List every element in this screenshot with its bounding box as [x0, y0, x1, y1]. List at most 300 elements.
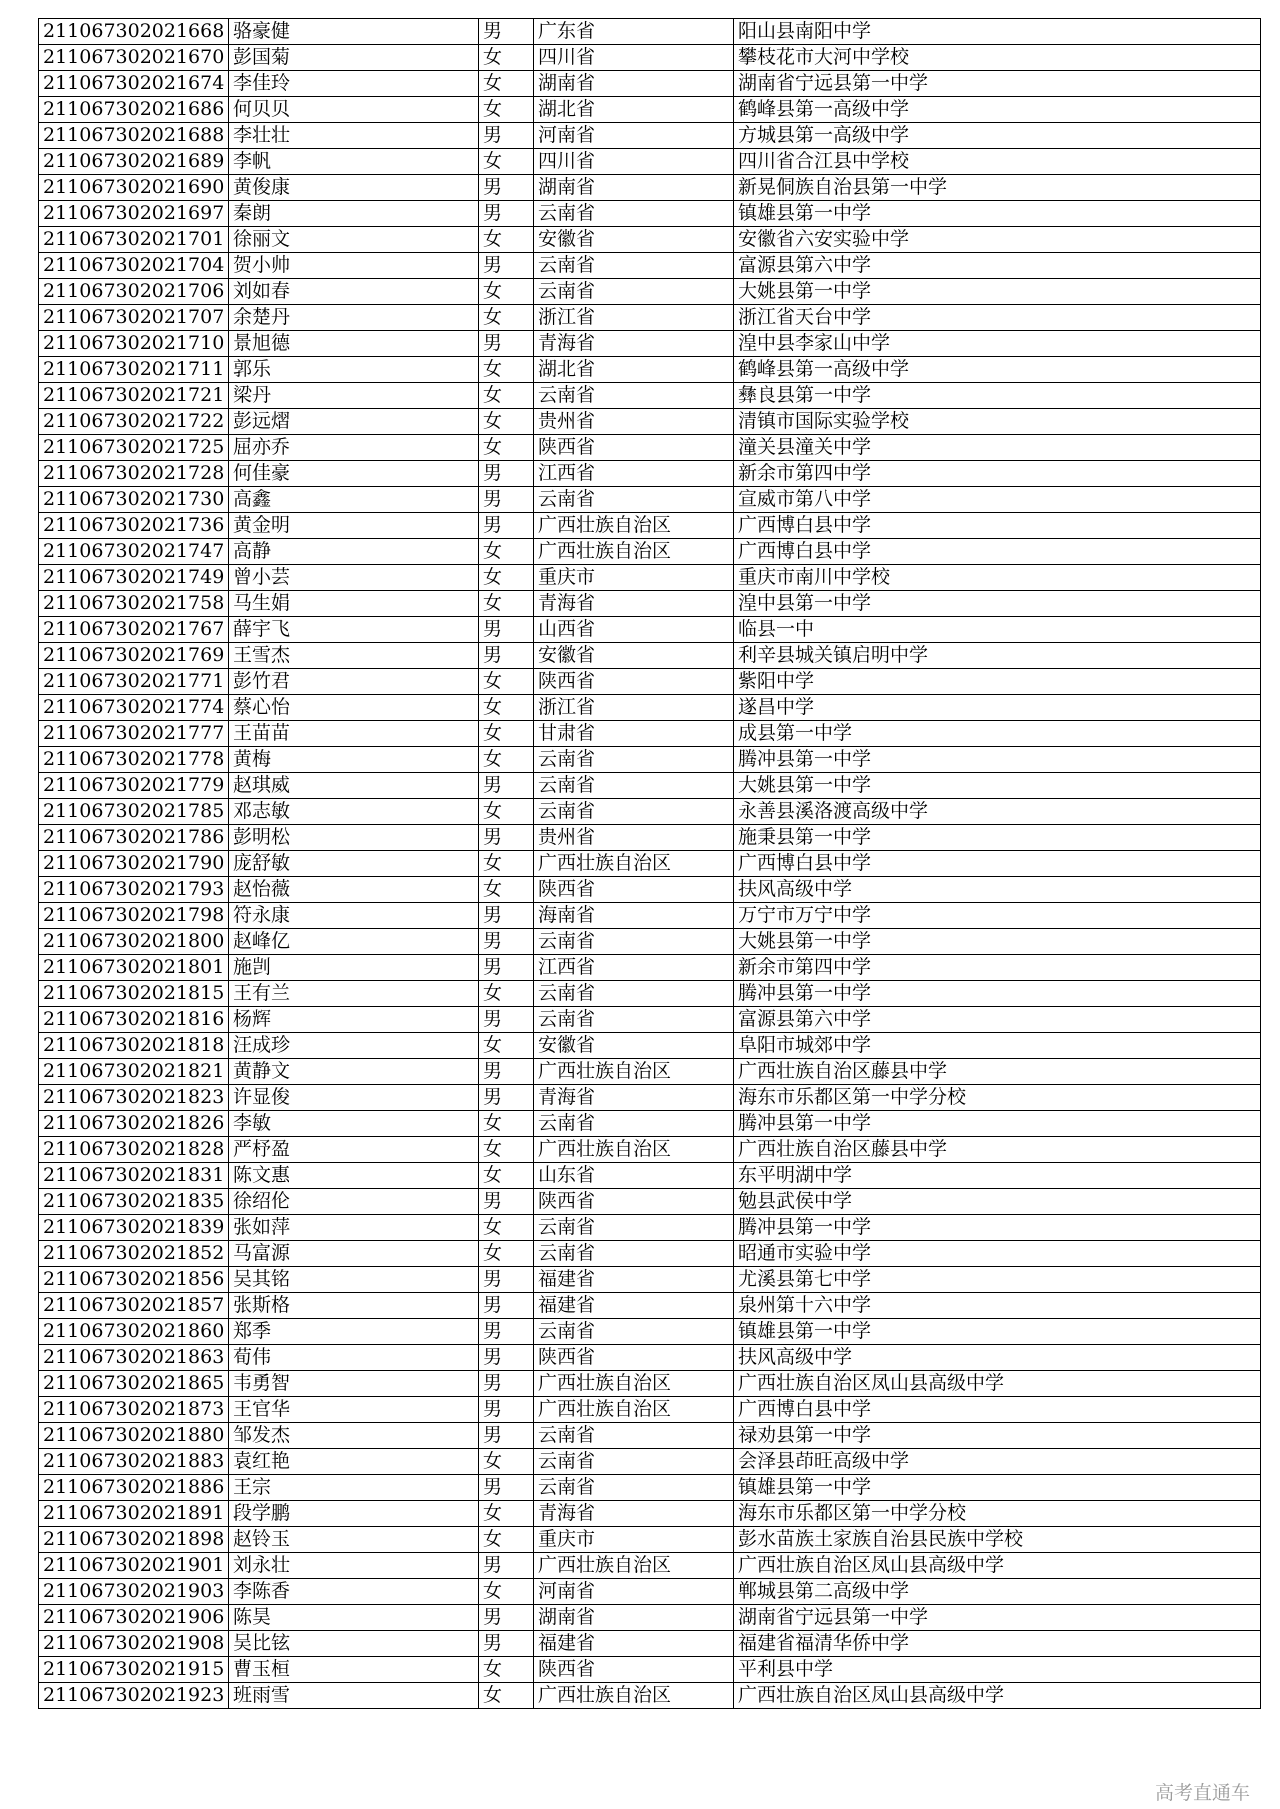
gender-cell: 女 [479, 1527, 534, 1553]
table-row [39, 877, 1261, 903]
student-name-cell: 徐丽文 [229, 227, 479, 253]
school-cell: 安徽省六安实验中学 [734, 227, 1261, 253]
student-name-cell: 徐绍伦 [229, 1189, 479, 1215]
student-name-cell: 赵怡薇 [229, 877, 479, 903]
table-row [39, 1085, 1261, 1111]
gender-cell: 男 [479, 19, 534, 45]
gender-cell: 男 [479, 1423, 534, 1449]
student-id-cell: 211067302021721 [39, 383, 229, 409]
school-cell: 广西博白县中学 [734, 851, 1261, 877]
student-name-cell: 王有兰 [229, 981, 479, 1007]
student-id-cell: 211067302021915 [39, 1657, 229, 1683]
student-id-cell: 211067302021668 [39, 19, 229, 45]
gender-cell: 女 [479, 71, 534, 97]
table-row [39, 123, 1261, 149]
gender-cell: 女 [479, 305, 534, 331]
school-cell: 广西壮族自治区藤县中学 [734, 1137, 1261, 1163]
school-cell: 紫阳中学 [734, 669, 1261, 695]
table-row [39, 357, 1261, 383]
table-row [39, 1319, 1261, 1345]
school-cell: 遂昌中学 [734, 695, 1261, 721]
gender-cell: 男 [479, 617, 534, 643]
student-id-cell: 211067302021835 [39, 1189, 229, 1215]
gender-cell: 男 [479, 825, 534, 851]
gender-cell: 女 [479, 1111, 534, 1137]
gender-cell: 男 [479, 1007, 534, 1033]
table-row [39, 175, 1261, 201]
province-cell: 重庆市 [534, 1527, 734, 1553]
student-id-cell: 211067302021818 [39, 1033, 229, 1059]
school-cell: 浙江省天台中学 [734, 305, 1261, 331]
province-cell: 福建省 [534, 1267, 734, 1293]
school-cell: 阜阳市城郊中学 [734, 1033, 1261, 1059]
student-name-cell: 贺小帅 [229, 253, 479, 279]
gender-cell: 女 [479, 97, 534, 123]
table-row [39, 1059, 1261, 1085]
gender-cell: 女 [479, 1657, 534, 1683]
student-id-cell: 211067302021711 [39, 357, 229, 383]
table-row [39, 1007, 1261, 1033]
table-row [39, 253, 1261, 279]
table-row [39, 981, 1261, 1007]
student-id-cell: 211067302021790 [39, 851, 229, 877]
gender-cell: 女 [479, 1579, 534, 1605]
student-id-cell: 211067302021898 [39, 1527, 229, 1553]
school-cell: 大姚县第一中学 [734, 773, 1261, 799]
student-name-cell: 彭竹君 [229, 669, 479, 695]
table-row [39, 617, 1261, 643]
student-name-cell: 赵峰亿 [229, 929, 479, 955]
table-row [39, 97, 1261, 123]
student-name-cell: 郭乐 [229, 357, 479, 383]
student-name-cell: 曾小芸 [229, 565, 479, 591]
school-cell: 镇雄县第一中学 [734, 201, 1261, 227]
gender-cell: 男 [479, 929, 534, 955]
student-id-cell: 211067302021923 [39, 1683, 229, 1709]
school-cell: 腾冲县第一中学 [734, 1111, 1261, 1137]
school-cell: 平利县中学 [734, 1657, 1261, 1683]
province-cell: 陕西省 [534, 1189, 734, 1215]
table-row [39, 799, 1261, 825]
school-cell: 鹤峰县第一高级中学 [734, 357, 1261, 383]
school-cell: 海东市乐都区第一中学分校 [734, 1085, 1261, 1111]
student-id-cell: 211067302021736 [39, 513, 229, 539]
school-cell: 广西壮族自治区藤县中学 [734, 1059, 1261, 1085]
school-cell: 镇雄县第一中学 [734, 1319, 1261, 1345]
province-cell: 陕西省 [534, 435, 734, 461]
gender-cell: 男 [479, 1319, 534, 1345]
school-cell: 东平明湖中学 [734, 1163, 1261, 1189]
student-name-cell: 王苗苗 [229, 721, 479, 747]
school-cell: 腾冲县第一中学 [734, 1215, 1261, 1241]
table-row [39, 1657, 1261, 1683]
gender-cell: 女 [479, 435, 534, 461]
student-name-cell: 袁红艳 [229, 1449, 479, 1475]
province-cell: 云南省 [534, 1319, 734, 1345]
school-cell: 禄劝县第一中学 [734, 1423, 1261, 1449]
student-name-cell: 吴比铉 [229, 1631, 479, 1657]
table-row [39, 1475, 1261, 1501]
province-cell: 广西壮族自治区 [534, 1059, 734, 1085]
table-row [39, 461, 1261, 487]
table-row [39, 513, 1261, 539]
school-cell: 利辛县城关镇启明中学 [734, 643, 1261, 669]
gender-cell: 女 [479, 279, 534, 305]
student-name-cell: 郑季 [229, 1319, 479, 1345]
student-id-cell: 211067302021826 [39, 1111, 229, 1137]
student-id-cell: 211067302021707 [39, 305, 229, 331]
student-id-cell: 211067302021769 [39, 643, 229, 669]
school-cell: 海东市乐都区第一中学分校 [734, 1501, 1261, 1527]
gender-cell: 男 [479, 487, 534, 513]
province-cell: 四川省 [534, 149, 734, 175]
gender-cell: 女 [479, 877, 534, 903]
student-id-cell: 211067302021674 [39, 71, 229, 97]
student-id-cell: 211067302021903 [39, 1579, 229, 1605]
student-name-cell: 李帆 [229, 149, 479, 175]
student-id-cell: 211067302021688 [39, 123, 229, 149]
school-cell: 扶风高级中学 [734, 877, 1261, 903]
table-row [39, 903, 1261, 929]
student-name-cell: 严杼盈 [229, 1137, 479, 1163]
gender-cell: 男 [479, 461, 534, 487]
school-cell: 湟中县第一中学 [734, 591, 1261, 617]
province-cell: 广东省 [534, 19, 734, 45]
province-cell: 安徽省 [534, 227, 734, 253]
student-id-cell: 211067302021860 [39, 1319, 229, 1345]
student-id-cell: 211067302021883 [39, 1449, 229, 1475]
province-cell: 青海省 [534, 1501, 734, 1527]
table-row [39, 695, 1261, 721]
table-row [39, 149, 1261, 175]
province-cell: 河南省 [534, 123, 734, 149]
gender-cell: 女 [479, 1241, 534, 1267]
school-cell: 大姚县第一中学 [734, 929, 1261, 955]
student-name-cell: 何贝贝 [229, 97, 479, 123]
province-cell: 广西壮族自治区 [534, 851, 734, 877]
school-cell: 扶风高级中学 [734, 1345, 1261, 1371]
province-cell: 广西壮族自治区 [534, 1683, 734, 1709]
gender-cell: 女 [479, 565, 534, 591]
school-cell: 广西博白县中学 [734, 1397, 1261, 1423]
table-row [39, 1111, 1261, 1137]
table-row [39, 1293, 1261, 1319]
province-cell: 江西省 [534, 461, 734, 487]
gender-cell: 男 [479, 1371, 534, 1397]
province-cell: 陕西省 [534, 669, 734, 695]
student-id-cell: 211067302021701 [39, 227, 229, 253]
student-name-cell: 李壮壮 [229, 123, 479, 149]
province-cell: 云南省 [534, 799, 734, 825]
student-name-cell: 屈亦乔 [229, 435, 479, 461]
gender-cell: 男 [479, 1293, 534, 1319]
student-id-cell: 211067302021758 [39, 591, 229, 617]
student-id-cell: 211067302021689 [39, 149, 229, 175]
school-cell: 湖南省宁远县第一中学 [734, 1605, 1261, 1631]
student-name-cell: 张如萍 [229, 1215, 479, 1241]
province-cell: 山东省 [534, 1163, 734, 1189]
gender-cell: 女 [479, 981, 534, 1007]
student-name-cell: 张斯格 [229, 1293, 479, 1319]
gender-cell: 男 [479, 513, 534, 539]
school-cell: 施秉县第一中学 [734, 825, 1261, 851]
gender-cell: 女 [479, 669, 534, 695]
student-name-cell: 王官华 [229, 1397, 479, 1423]
province-cell: 广西壮族自治区 [534, 1371, 734, 1397]
province-cell: 云南省 [534, 279, 734, 305]
province-cell: 云南省 [534, 747, 734, 773]
gender-cell: 女 [479, 851, 534, 877]
gender-cell: 女 [479, 539, 534, 565]
student-name-cell: 庞舒敏 [229, 851, 479, 877]
province-cell: 贵州省 [534, 825, 734, 851]
province-cell: 山西省 [534, 617, 734, 643]
province-cell: 陕西省 [534, 1345, 734, 1371]
gender-cell: 男 [479, 123, 534, 149]
student-name-cell: 李陈香 [229, 1579, 479, 1605]
gender-cell: 女 [479, 357, 534, 383]
table-row [39, 1449, 1261, 1475]
student-id-cell: 211067302021873 [39, 1397, 229, 1423]
roster-sheet [38, 18, 1260, 1709]
table-row [39, 539, 1261, 565]
province-cell: 云南省 [534, 253, 734, 279]
student-name-cell: 高鑫 [229, 487, 479, 513]
student-name-cell: 赵琪威 [229, 773, 479, 799]
student-id-cell: 211067302021722 [39, 409, 229, 435]
table-row [39, 409, 1261, 435]
gender-cell: 男 [479, 331, 534, 357]
gender-cell: 男 [479, 1267, 534, 1293]
gender-cell: 女 [479, 409, 534, 435]
province-cell: 广西壮族自治区 [534, 513, 734, 539]
province-cell: 海南省 [534, 903, 734, 929]
student-name-cell: 陈文惠 [229, 1163, 479, 1189]
student-name-cell: 李敏 [229, 1111, 479, 1137]
roster-table-body [39, 19, 1261, 1709]
table-row [39, 1631, 1261, 1657]
gender-cell: 女 [479, 721, 534, 747]
student-id-cell: 211067302021906 [39, 1605, 229, 1631]
school-cell: 福建省福清华侨中学 [734, 1631, 1261, 1657]
student-id-cell: 211067302021801 [39, 955, 229, 981]
student-id-cell: 211067302021863 [39, 1345, 229, 1371]
student-name-cell: 汪成珍 [229, 1033, 479, 1059]
table-row [39, 1163, 1261, 1189]
school-cell: 彭水苗族土家族自治县民族中学校 [734, 1527, 1261, 1553]
table-row [39, 383, 1261, 409]
gender-cell: 男 [479, 175, 534, 201]
student-name-cell: 高静 [229, 539, 479, 565]
table-row [39, 1579, 1261, 1605]
student-name-cell: 王宗 [229, 1475, 479, 1501]
province-cell: 湖南省 [534, 1605, 734, 1631]
table-row [39, 773, 1261, 799]
province-cell: 福建省 [534, 1293, 734, 1319]
gender-cell: 女 [479, 1683, 534, 1709]
student-id-cell: 211067302021815 [39, 981, 229, 1007]
gender-cell: 女 [479, 1449, 534, 1475]
school-cell: 广西壮族自治区凤山县高级中学 [734, 1371, 1261, 1397]
school-cell: 重庆市南川中学校 [734, 565, 1261, 591]
province-cell: 陕西省 [534, 877, 734, 903]
student-name-cell: 黄梅 [229, 747, 479, 773]
table-row [39, 1371, 1261, 1397]
table-row [39, 1189, 1261, 1215]
table-row [39, 1267, 1261, 1293]
student-id-cell: 211067302021730 [39, 487, 229, 513]
student-name-cell: 马生娟 [229, 591, 479, 617]
table-row [39, 591, 1261, 617]
student-name-cell: 邹发杰 [229, 1423, 479, 1449]
student-name-cell: 王雪杰 [229, 643, 479, 669]
gender-cell: 男 [479, 1631, 534, 1657]
table-row [39, 669, 1261, 695]
province-cell: 云南省 [534, 1475, 734, 1501]
student-id-cell: 211067302021891 [39, 1501, 229, 1527]
province-cell: 云南省 [534, 773, 734, 799]
table-row [39, 305, 1261, 331]
gender-cell: 男 [479, 955, 534, 981]
student-name-cell: 彭明松 [229, 825, 479, 851]
school-cell: 勉县武侯中学 [734, 1189, 1261, 1215]
province-cell: 安徽省 [534, 643, 734, 669]
student-id-cell: 211067302021886 [39, 1475, 229, 1501]
school-cell: 方城县第一高级中学 [734, 123, 1261, 149]
province-cell: 广西壮族自治区 [534, 1553, 734, 1579]
student-id-cell: 211067302021786 [39, 825, 229, 851]
student-id-cell: 211067302021749 [39, 565, 229, 591]
student-name-cell: 段学鹏 [229, 1501, 479, 1527]
province-cell: 湖北省 [534, 97, 734, 123]
table-row [39, 1423, 1261, 1449]
gender-cell: 男 [479, 1189, 534, 1215]
school-cell: 永善县溪洛渡高级中学 [734, 799, 1261, 825]
school-cell: 攀枝花市大河中学校 [734, 45, 1261, 71]
province-cell: 云南省 [534, 1111, 734, 1137]
province-cell: 四川省 [534, 45, 734, 71]
student-name-cell: 何佳豪 [229, 461, 479, 487]
student-name-cell: 杨辉 [229, 1007, 479, 1033]
school-cell: 新晃侗族自治县第一中学 [734, 175, 1261, 201]
gender-cell: 女 [479, 695, 534, 721]
table-row [39, 747, 1261, 773]
gender-cell: 女 [479, 1033, 534, 1059]
school-cell: 郸城县第二高级中学 [734, 1579, 1261, 1605]
student-name-cell: 彭远熠 [229, 409, 479, 435]
table-row [39, 1241, 1261, 1267]
gender-cell: 男 [479, 1475, 534, 1501]
table-row [39, 643, 1261, 669]
province-cell: 河南省 [534, 1579, 734, 1605]
school-cell: 清镇市国际实验学校 [734, 409, 1261, 435]
student-name-cell: 荀伟 [229, 1345, 479, 1371]
school-cell: 湖南省宁远县第一中学 [734, 71, 1261, 97]
student-id-cell: 211067302021793 [39, 877, 229, 903]
gender-cell: 女 [479, 1137, 534, 1163]
table-row [39, 45, 1261, 71]
table-row [39, 955, 1261, 981]
student-id-cell: 211067302021747 [39, 539, 229, 565]
gender-cell: 男 [479, 253, 534, 279]
student-id-cell: 211067302021704 [39, 253, 229, 279]
province-cell: 贵州省 [534, 409, 734, 435]
student-name-cell: 梁丹 [229, 383, 479, 409]
student-id-cell: 211067302021865 [39, 1371, 229, 1397]
student-name-cell: 赵铃玉 [229, 1527, 479, 1553]
school-cell: 阳山县南阳中学 [734, 19, 1261, 45]
school-cell: 富源县第六中学 [734, 253, 1261, 279]
student-id-cell: 211067302021800 [39, 929, 229, 955]
province-cell: 云南省 [534, 1007, 734, 1033]
table-row [39, 1345, 1261, 1371]
gender-cell: 女 [479, 227, 534, 253]
gender-cell: 女 [479, 1215, 534, 1241]
school-cell: 大姚县第一中学 [734, 279, 1261, 305]
student-name-cell: 薛宇飞 [229, 617, 479, 643]
school-cell: 新余市第四中学 [734, 955, 1261, 981]
student-name-cell: 黄俊康 [229, 175, 479, 201]
student-id-cell: 211067302021880 [39, 1423, 229, 1449]
gender-cell: 女 [479, 383, 534, 409]
school-cell: 广西壮族自治区凤山县高级中学 [734, 1683, 1261, 1709]
gender-cell: 男 [479, 1085, 534, 1111]
student-id-cell: 211067302021728 [39, 461, 229, 487]
student-name-cell: 陈昊 [229, 1605, 479, 1631]
school-cell: 万宁市万宁中学 [734, 903, 1261, 929]
school-cell: 尤溪县第七中学 [734, 1267, 1261, 1293]
province-cell: 云南省 [534, 929, 734, 955]
student-name-cell: 曹玉桓 [229, 1657, 479, 1683]
student-id-cell: 211067302021778 [39, 747, 229, 773]
gender-cell: 女 [479, 799, 534, 825]
province-cell: 云南省 [534, 1215, 734, 1241]
table-row [39, 435, 1261, 461]
province-cell: 江西省 [534, 955, 734, 981]
gender-cell: 男 [479, 1345, 534, 1371]
table-row [39, 1501, 1261, 1527]
gender-cell: 男 [479, 1059, 534, 1085]
province-cell: 浙江省 [534, 305, 734, 331]
table-row [39, 201, 1261, 227]
student-id-cell: 211067302021839 [39, 1215, 229, 1241]
table-row [39, 565, 1261, 591]
student-id-cell: 211067302021785 [39, 799, 229, 825]
student-name-cell: 骆豪健 [229, 19, 479, 45]
gender-cell: 女 [479, 1501, 534, 1527]
gender-cell: 男 [479, 1605, 534, 1631]
student-name-cell: 景旭德 [229, 331, 479, 357]
school-cell: 广西博白县中学 [734, 539, 1261, 565]
student-id-cell: 211067302021857 [39, 1293, 229, 1319]
table-row [39, 71, 1261, 97]
province-cell: 浙江省 [534, 695, 734, 721]
table-row [39, 487, 1261, 513]
table-row [39, 227, 1261, 253]
gender-cell: 女 [479, 149, 534, 175]
school-cell: 富源县第六中学 [734, 1007, 1261, 1033]
school-cell: 彝良县第一中学 [734, 383, 1261, 409]
school-cell: 临县一中 [734, 617, 1261, 643]
school-cell: 广西壮族自治区凤山县高级中学 [734, 1553, 1261, 1579]
province-cell: 云南省 [534, 487, 734, 513]
school-cell: 宣威市第八中学 [734, 487, 1261, 513]
student-name-cell: 符永康 [229, 903, 479, 929]
student-name-cell: 马富源 [229, 1241, 479, 1267]
student-id-cell: 211067302021774 [39, 695, 229, 721]
table-row [39, 19, 1261, 45]
student-id-cell: 211067302021798 [39, 903, 229, 929]
